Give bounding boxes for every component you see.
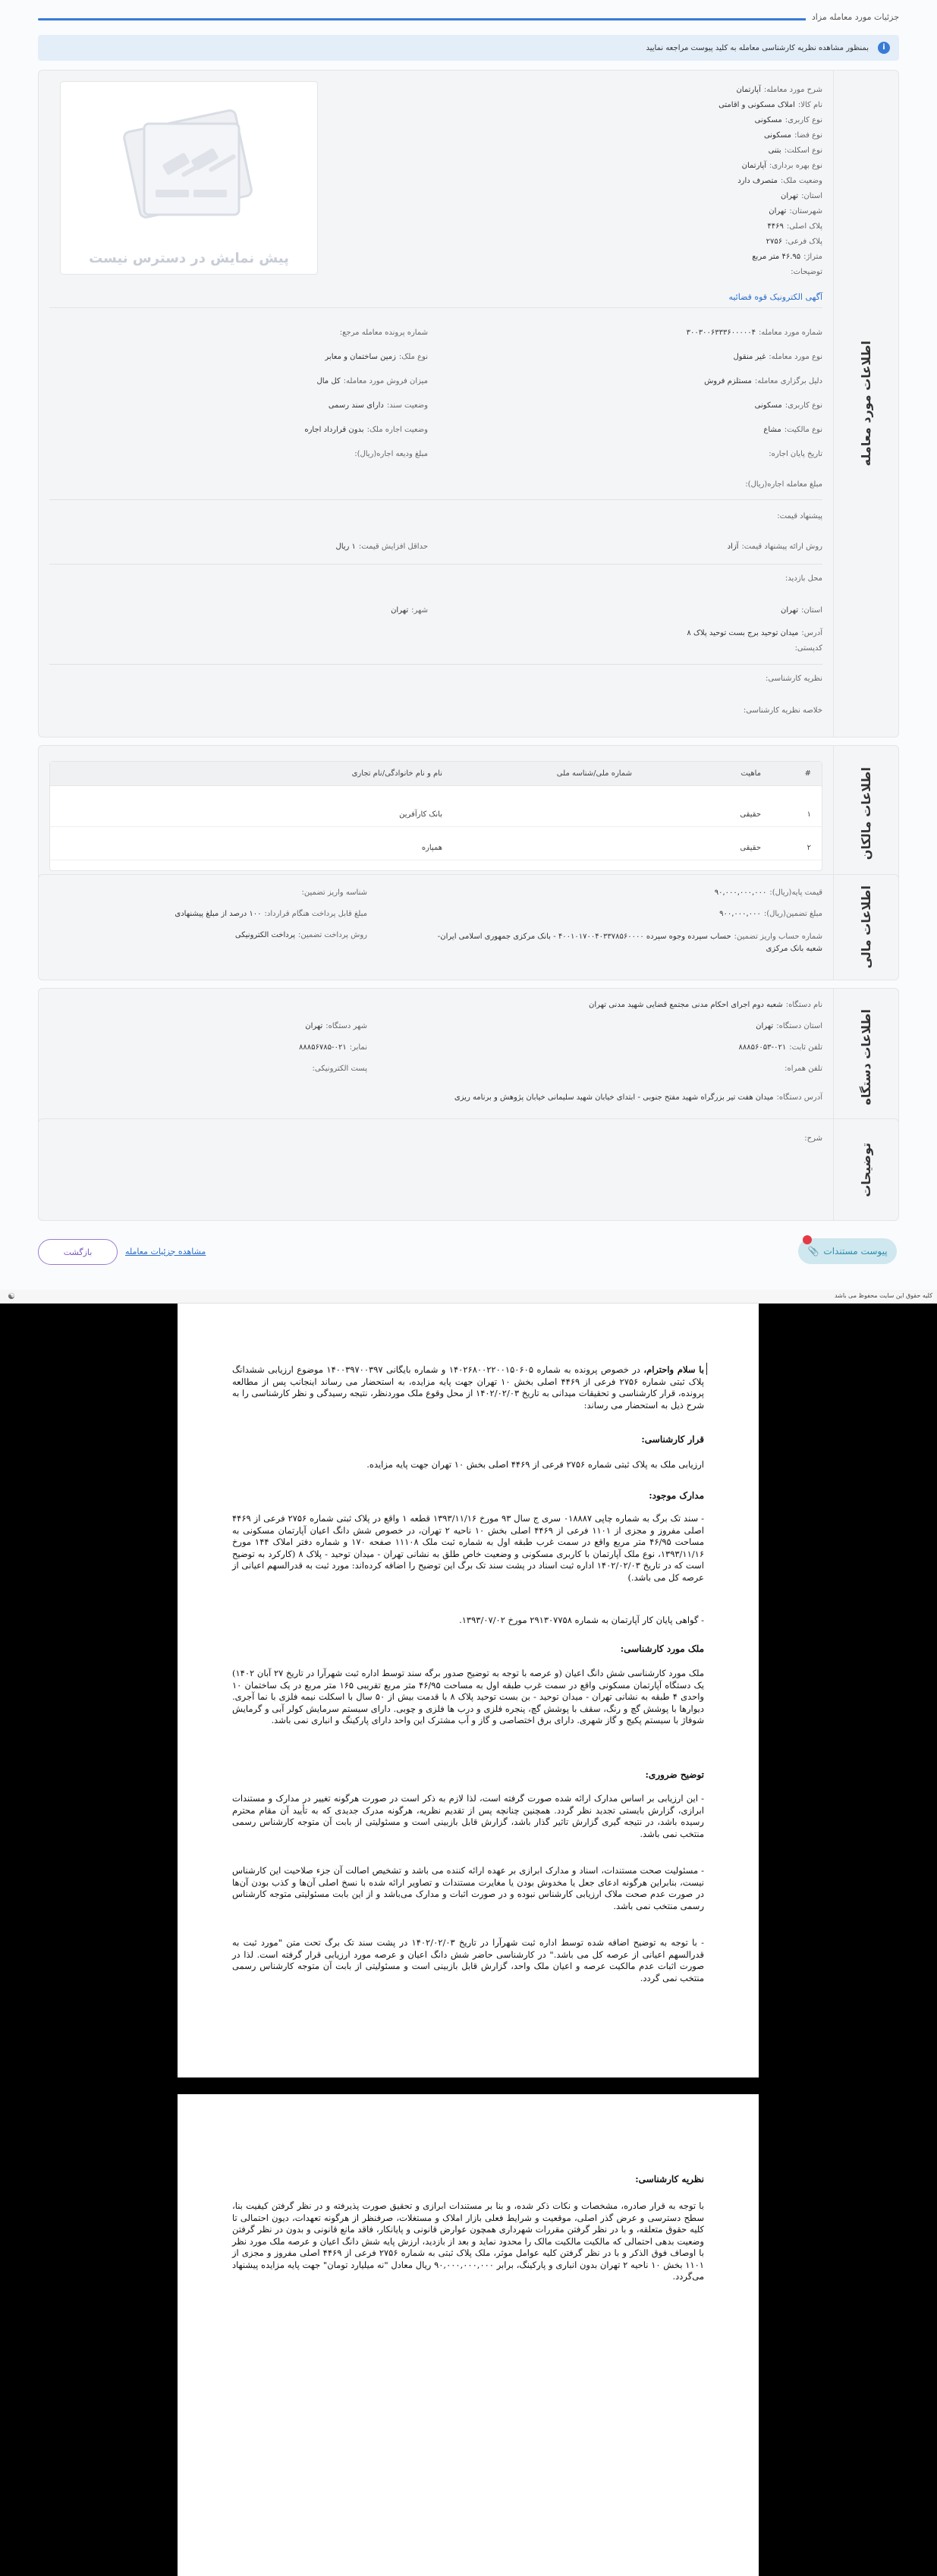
document-note-3: - با توجه به توضیح اضافه شده توسط اداره ثبت شهرآرا در تاریخ ۱۴۰۲/۰۲/۰۳ در پشت سند تک برگ تحت متن "مورد ثبت به قدرالسهم اعیانی از عرصه کل می باشد." در کارشناسی حاضر شش دانگ اعیان و عرصه مورد ارزیابی قرار گرفته است. لذا در صورت اثبات عدم مالکیت عرصه و اعیان ملک واحد، گزارش قابل بازبینی است و مسئولیتی از بابت آن متوجه کارشناس رسمی منتخب نمی گردد. [232,1937,705,1983]
detail-usage: نوع کاربری:مسکونی [754,401,822,410]
device-section [38,988,899,1126]
info-icon: i [878,42,890,54]
paperclip-icon: 📎 [807,1246,819,1257]
summary-space-type: نوع فضا:مسکونی [763,131,822,140]
detail-lease-end: تاریخ پایان اجاره: [769,450,822,458]
copyright-text: کلیه حقوق این سایت محفوظ می باشد [834,1292,932,1299]
device-name: نام دستگاه:شعبه دوم اجرای احکام مدنی مجتمع قضایی شهید مدنی تهران [589,1001,822,1009]
device-phone: تلفن ثابت:۰۲۱-۸۸۸۵۶۰۵۳ [738,1043,822,1052]
detail-transaction-reason: دلیل برگزاری معامله:مستلزم فروش [704,377,822,385]
detail-deed-status: وضعیت سند:دارای سند رسمی [328,401,428,410]
viewer-toolbar [0,1290,937,1304]
table-row: ۲ حقیقی همپاره [50,838,822,860]
title-underline [38,18,899,20]
detail-deposit: مبلغ ودیعه اجاره(ریال): [354,450,428,458]
document-intro: با سلام واحترام، در خصوص پرونده به شماره ۱۴۰۲۶۸۰۰۲۲۰۰۱۵۰۶۰۵ و شماره بایگانی ۱۴۰۰۳۹۷۰۰۳۹۷ موضوع ارزیابی ششدانگ پلاک ثبتی شماره ۲۷۵۶ فرعی از ۴۴۶۹ اصلی بخش ۱۰ تهران جهت پایه مزایده، به استحضار می رساند اینجانب پس از مطالعه پرونده، قرار کارشناسی و تحقیقات میدانی به تاریخ ۱۴۰۲/۰۲/۰۳ از محل وقوع ملک موردنظر، نتیجه رسیدگی و نظر کارشناسی را به شرح ذیل به استحضار می رساند: [232,1364,705,1411]
summary-notes: توضیحات: [791,268,822,276]
base-price: قیمت پایه(ریال):۹۰,۰۰۰,۰۰۰,۰۰۰ [714,889,822,897]
no-preview-text: پیش نمایش در دسترس نیست [89,250,289,266]
divider [49,564,822,565]
owners-col-name: نام و نام خانوادگی/نام تجاری [351,769,442,778]
document-heading-property: ملک مورد کارشناسی: [620,1643,704,1654]
summary-sub-plate: پلاک فرعی:۲۷۵۶ [766,237,822,246]
document-heading-opinion: نظریه کارشناسی: [635,2174,704,2184]
property-info-section [38,70,899,738]
description-text: شرح: [804,1134,822,1143]
location-province: استان:تهران [781,606,822,615]
detail-rent-amount: مبلغ معامله اجاره(ریال): [745,480,822,489]
document-note-1: - این ارزیابی بر اساس مدارک ارائه شده صورت گرفته است، لذا لازم به ذکر است در صورت هرگونه تغییر در مدارک و مستندات ابرازی، گزارش بایستی تجدید نظر گردد. همچنین چنانچه پس از تقدیم نظریه، هرگونه مدرک جدیدی که به تأیید آن مقام محترم رسیده باشد، در نتیجه گیری گزارش تاثیر گذار باشد، گزارش قابل بازبینی است و مسئولیتی از بابت آن متوجه کارشناس رسمی منتخب نمی باشد. [232,1793,704,1839]
summary-status: وضعیت ملک:متصرف دارد [737,177,822,185]
detail-transaction-type: نوع مورد معامله:غیر منقول [733,353,822,361]
detail-lease-status: وضعیت اجاره ملک:بدون قرارداد اجاره [304,426,428,434]
electronic-ad-link[interactable]: آگهی الکترونیک قوه قضائیه [728,292,822,302]
document-evidence-2: - گواهی پایان کار آپارتمان به شماره ۲۹۱۳۰۷۷۵۸ مورخ ۱۳۹۳/۰۷/۰۲. [459,1615,704,1625]
page-title: جزئیات مورد معامله مزاد [806,12,899,22]
document-heading-evidence: مدارک موجود: [649,1490,704,1501]
summary-county: شهرستان:تهران [769,207,822,215]
guarantee-deposit-id: شناسه واریز تضمین: [301,889,367,897]
expert-summary: خلاصه نظریه کارشناسی: [743,706,822,715]
summary-main-plate: پلاک اصلی:۴۴۶۹ [767,222,822,231]
document-evidence: - سند تک برگ به شماره چاپی ۰۱۸۸۸۷ سری ج سال ۹۳ مورخ ۱۳۹۳/۱۱/۱۶ قطعه ۱ واقع در پلاک ثبتی شماره ۲۷۵۶ فرعی از ۴۴۶۹ اصلی مفروز و مجزی از ۱۱۰۱ فرعی از ۴۴۶۹ اصلی بخش ۱۰ ناحیه ۲ تهران، در خصوص شش دانگ اعیان آپارتمان مسکونی به مساحت ۴۶/۹۵ متر مربع واقع در سمت غرب طبقه اول به شماره ثبت ملک ۱۱۱۰۸ صفحه ۱۷۰ و شماره دفتر املاک ۱۴۴ مورخ ۱۳۹۳/۱۱/۱۶، نوع ملک آپارتمان با کاربری مسکونی و وضعیت خاص طلق به نشانی تهران - میدان توحید - پلاک ۸ (کارکرد به توضیح است که در تاریخ ۱۴۰۲/۰۲/۰۳ اداره ثبت اسناد در پشت سند تک برگ این توضیح را اضافه کرده‌اند: مورد ثبت به قدرالسهم اعیانی از عرصه کل می باشد.) [232,1513,705,1583]
summary-structure: نوع اسکلت:بتنی [768,146,822,155]
summary-description: شرح مورد معامله:آپارتمان [736,86,822,94]
document-opinion: با توجه به قرار صادره، مشخصات و نکات ذکر شده، و بنا بر مستندات ابرازی و تحقیق صورت پذیرفته و در نظر گرفتن کیفیت بنا، سطح دسترسی و عرض گذر اصلی، موقعیت و شرایط فعلی بازار املاک و مستغلات، صرفنظر از هرگونه تعهدات، دیون احتمالی تا کلیه حقوق متعلقه، و با در نظر گرفتن مقررات شهرداری همچون عوارض قانونی و پایانکار، فاقد مانع قانونی و بدون در نظر گرفتن وضعیت بدهی احتمالی که مالکیت مالکیت مالک را محدود نماید و بعد از بازدید، ارزش پایه شش دانگ اعیان و عرصه ملک مورد نظر با اوصاف فوق الذکر و با در نظر گرفتن کلیه عوامل موثر، ملک پلاک ثبتی به شماره ۲۷۵۶ فرعی از ۴۴۶۹ اصلی مفروز و مجزی از ۱۱۰۱ بخش ۱۰ ناحیه ۲ تهران بدون انباری و پارکینگ، برابر ۹۰,۰۰۰,۰۰۰,۰۰۰ ریال معادل "نه میلیارد تومان" جهت پایه مزایده پیشنهاد می‌گردد. [232,2200,704,2282]
document-preview[interactable] [60,81,318,275]
document-note-2: - مسئولیت صحت مستندات، اسناد و مدارک ابرازی بر عهده ارائه کننده می باشد و تشخیص اصالت آن جزء صلاحیت این کارشناس نیست، بنابراین هرگونه ادعای جعل یا مخدوش بودن یا مغایرت مستندات و تصاویر ارائه شده با نسخ اصلی آن‌ها و کذب بودن آن‌ها در صورت عدم صحت ملاک ارزیابی کارشناس نبوده و در صورت اثبات و مدارک می‌باشد و از این بابت مسئولیتی متوجه کارشناس رسمی منتخب نمی باشد. [232,1865,704,1911]
notification-badge [803,1235,812,1244]
payable-at-contract: مبلغ قابل پرداخت هنگام قرارداد:۱۰۰ درصد از مبلغ پیشنهادی [175,910,367,918]
back-button[interactable]: بازگشت [38,1239,118,1265]
guarantee-payment-method: روش پرداخت تضمین:پرداخت الکترونیکی [234,931,367,939]
accessibility-icon[interactable]: ☯ [8,1291,15,1301]
document-heading-notes: توضیح ضروری: [645,1769,704,1780]
owners-table [49,761,822,871]
document-heading-order: قرار کارشناسی: [641,1434,704,1445]
owners-col-national-id: شماره ملی/شناسه ملی [556,769,632,778]
document-property: ملک مورد کارشناسی شش دانگ اعیان (و عرصه با توجه به توضیح صدور برگه سند توسط اداره ثبت شهرآرا در تاریخ ۲۷ آبان ۱۴۰۲) یک دستگاه آپارتمان مسکونی واقع در سمت غرب طبقه اول به مساحت ۴۶/۹۵ متر مربع تقریبی ۱۶۵ متر مربع در یک ساختمان ۱۰ واحدی ۴ طبقه به نشانی تهران - میدان توحید - بن بست توحید پلاک ۸ با قدمت بیش از ۵۰ سال با اسکلت نیمه فلزی با نما آجری. دیوارها با پوشش گچ و رنگ، سقف با پوشش گچ، پنجره فلزی و درب ها فلزی و چوبی. دارای سیستم سرمایش کولر آبی و گرمایش شوفاژ با سیستم پکیج و گاز شهری. دارای برق اختصاصی و گاز و آب مشترک این واحد دارای پارکینگ و انباری نمی باشد. [232,1668,705,1725]
attachments-button-label: پیوست مستندات [823,1246,888,1257]
owners-section-label: اطلاعات مالکان [833,746,898,881]
table-row: ۱ حقیقی بانک کارآفرین [50,804,822,827]
guarantee-account: شماره حساب واریز تضمین:حساب سپرده وجوه سپرده ۴۰۰۱۰۱۷۰۰۴۰۳۳۷۸۵۶۰۰۰۰ - بانک مرکزی جمهوری اسلامی ایران- شعبه بانک مرکزی [437,933,822,953]
detail-reference-file: شماره پرونده معامله مرجع: [339,329,428,337]
pdf-page-2 [178,2094,759,2576]
owners-col-type: ماهیت [740,769,761,778]
device-email: پست الکترونیکی: [312,1065,367,1073]
device-address: آدرس دستگاه:میدان هفت تیر بزرگراه شهید مفتح جنوبی - ابتدای خیابان شهید سلیمانی خیابان پژوهش و برنامه ریزی [454,1093,822,1102]
detail-sale-amount: میزان فروش مورد معامله:کل مال [316,377,428,385]
document-order: ارزیابی ملک به پلاک ثبتی شماره ۲۷۵۶ فرعی از ۴۴۶۹ اصلی بخش ۱۰ تهران جهت پایه مزایده. [366,1459,704,1470]
price-offer-heading: پیشنهاد قیمت: [777,512,822,521]
device-section-label: اطلاعات دستگاه [833,989,898,1125]
text-cursor [706,1363,707,1375]
pdf-page-1 [178,1304,759,2077]
summary-utilization: نوع بهره برداری:آپارتمان [741,162,822,170]
description-section-label: توضیحات [833,1119,898,1220]
price-offer-method: روش ارائه پیشنهاد قیمت:آزاد [727,543,822,551]
device-province: استان دستگاه:تهران [756,1022,822,1030]
guarantee-amount: مبلغ تضمین(ریال):۹۰۰,۰۰۰,۰۰۰ [719,910,822,918]
expert-heading: نظریه کارشناسی: [766,675,822,683]
view-details-link[interactable]: مشاهده جزئیات معامله [125,1247,206,1257]
owners-col-index: # [804,769,811,778]
property-info-section-label: اطلاعات مورد معامله [833,71,898,737]
owners-table-header [50,762,822,786]
divider [49,664,822,665]
info-banner-text: بمنظور مشاهده نظریه کارشناسی معامله به کلید پیوست مراجعه نمایید [646,43,869,52]
device-mobile: تلفن همراه: [785,1065,822,1073]
location-address: آدرس:میدان توحید برج بست توحید پلاک ۸ [687,629,822,637]
location-city: شهر:تهران [391,606,428,615]
description-section [38,1118,899,1221]
financial-section [38,874,899,980]
ad-link-divider [49,307,822,308]
owners-section [38,745,899,882]
detail-transaction-number: شماره مورد معامله:۳۰۰۳۰۰۶۳۳۳۶۰۰۰۰۰۴ [686,329,822,337]
document-placeholder-icon [110,105,269,226]
summary-province: استان:تهران [781,192,822,200]
location-heading: محل بازدید: [785,574,822,583]
info-banner [38,35,899,61]
device-fax: نمابر:۰۲۱-۸۸۸۵۶۷۸۵ [299,1043,367,1052]
financial-section-label: اطلاعات مالی [833,875,898,980]
detail-ownership-type: نوع مالکیت:مشاع [763,426,822,434]
summary-usage: نوع کاربری:مسکونی [754,116,822,124]
attachments-button[interactable] [798,1238,897,1264]
location-postcode: کدپستی: [794,644,822,653]
divider [49,499,822,500]
price-increment: حداقل افزایش قیمت:۱ ریال [335,543,428,551]
detail-property-kind: نوع ملک:زمین ساختمان و معابر [325,353,428,361]
summary-item-name: نام کالا:املاک مسکونی و اقامتی [718,101,822,109]
summary-area: متراژ:۴۶.۹۵ متر مربع [752,253,822,261]
device-city: شهر دستگاه:تهران [305,1022,367,1030]
